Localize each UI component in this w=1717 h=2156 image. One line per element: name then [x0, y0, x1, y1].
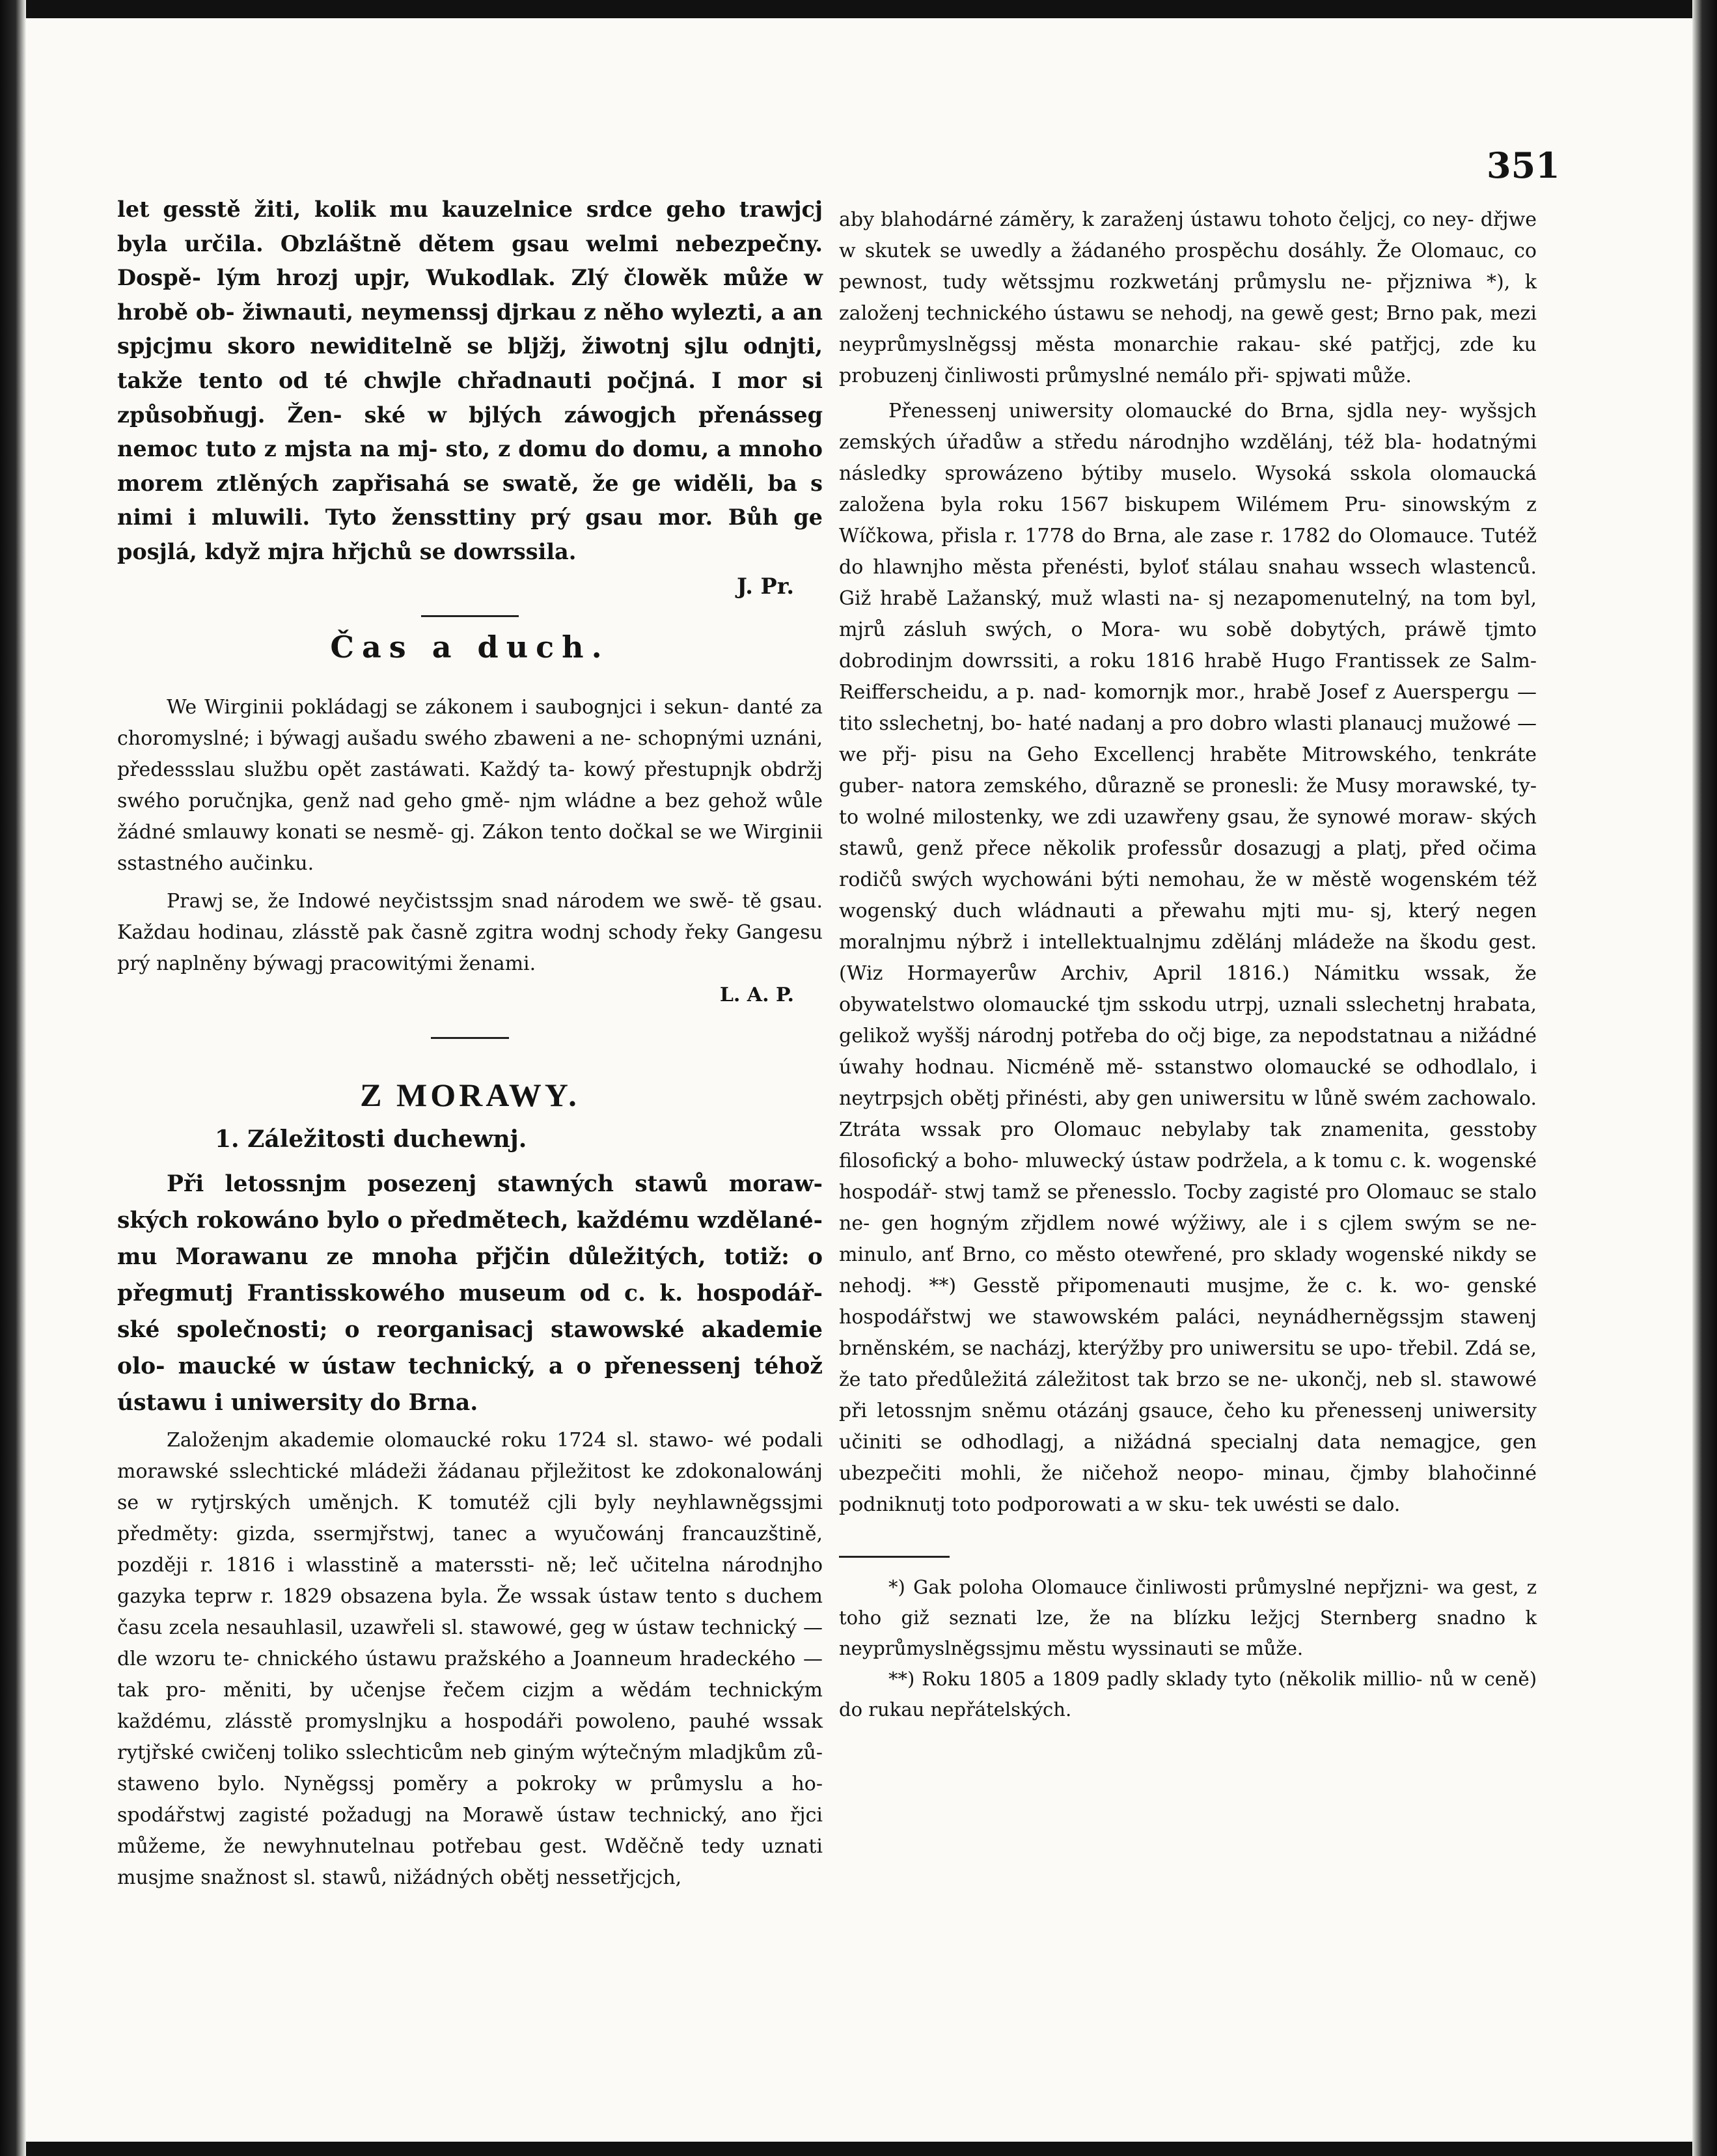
text-line: let gesstě žiti, kolik mu kauzelnice srdce geho trawjcj byla: [117, 197, 823, 256]
article-title: Čas a duch.: [330, 629, 610, 665]
text-line: bige, za nepodstatnau a nižádné úwahy hodnau. Nicméně mě-: [839, 1025, 1537, 1079]
text-line: byly neyhlawněgssjmi předměty: gizda, ssermjřstwj, tanec a: [117, 1491, 823, 1545]
text-line: zdokonalowánj se w rytjrských uměnjch. K tomutéž cjli: [117, 1459, 823, 1514]
text-line: dřjwe w skutek se uwedly a žádaného prospěchu dosáhly. Že: [839, 208, 1537, 262]
text-line: specialnj data nemagjce, gen ubezpečiti mohli, že ničehož neopo-: [839, 1431, 1537, 1485]
text-line: tě gsau. Každau hodinau, zlásstě pak časně zgitra wodnj schody: [117, 889, 823, 944]
text-line: žiwnauti, neymenssj djrkau z něho wylezti, a an spjcjmu: [117, 299, 823, 359]
lead-paragraph: [117, 1166, 823, 1421]
text-line: sinowským z Wíčkowa, přisla r. 1778 do Brna, ale zase r. 1782: [839, 493, 1537, 547]
text-line: stawenj brněnském, se nacházj, kterýžby pro uniwersitu se upo-: [839, 1306, 1537, 1360]
text-line: snadno k neyprůmyslněgssjmu městu wyssinauti se může.: [839, 1607, 1537, 1659]
text-line: sstanstwo olomaucké se odhodlalo, i neytrpsjch obětj přinésti,: [839, 1056, 1537, 1110]
text-line: sj nezapomenutelný, na tom byl, mjrů zásluh swých, o Mora-: [839, 587, 1537, 641]
text-line: njm wládne a bez gehož wůle žádné smlauwy konati se nesmě-: [117, 789, 823, 844]
footnote: [839, 1664, 1537, 1725]
paragraph-ganges: [117, 886, 823, 980]
text-line: ských stawů, genž přece několik professůr dosazugj a platj,: [839, 806, 1537, 860]
text-line: měniti, by učenjse řečem cizjm a wědám technickým každému,: [117, 1678, 823, 1733]
text-line: řeky Gangesu prý naplněny býwagj pracowitými ženami.: [117, 920, 823, 975]
paragraph-university: [839, 396, 1537, 1521]
text-line: to wolné milostenky, we zdi uzawřeny gsau, že synowé moraw-: [839, 806, 1473, 829]
text-line: aby gen uniwersitu w lůně swém zachowalo. Ztráta wssak pro: [839, 1087, 1537, 1141]
text-line: wyučowánj francauzštině, později r. 1816 i wlasstině a materssti-: [117, 1522, 823, 1577]
text-line: prý gsau mor. Bůh ge posjlá, když mjra hřjchů se dowrssila.: [117, 504, 823, 564]
text-line: i uniwersity do Brna.: [214, 1389, 478, 1416]
text-line: před očima rodičů swých wychowáni býti nemohau, že w městě: [839, 837, 1537, 891]
text-line: wé podali morawské sslechtické mládeži žádanau přjležitost ke: [117, 1428, 823, 1483]
text-line: haté nadanj a pro dobro wlasti planaucj mužowé — we přj-: [839, 712, 1537, 766]
text-line: minulo, anť Brno, co město otewřené, pro sklady wogenské: [839, 1243, 1444, 1266]
text-line: zlásstě promyslnjku a hospodáři powoleno, pauhé wssak rytjřské: [117, 1709, 823, 1764]
footnotes: [839, 1572, 1537, 1725]
text-line: nikdy se nehodj. **) Gesstě připomenauti musjme, že c. k. wo-: [839, 1243, 1537, 1297]
text-line: chnického ústawu pražského a Joanneum hradeckého — tak pro-: [117, 1647, 823, 1702]
text-line: tek uwésti se dalo.: [1215, 1493, 1401, 1516]
text-line: Založenjm akademie olomaucké roku 1724 sl. stawo-: [167, 1428, 714, 1452]
text-line: nů w ceně) do rukau nepřátelských.: [839, 1668, 1537, 1721]
text-line: mládeže na škodu gest. (Wiz Hormayerůw Archiv, April 1816.): [839, 931, 1537, 985]
footnote-divider: [839, 1556, 950, 1558]
paragraph-aims: [839, 204, 1537, 392]
text-line: snahau wssech wlastenců. Giž hrabě Lažanský, muž wlasti na-: [839, 556, 1537, 610]
text-line: We Wirginii pokládagj se zákonem i saubognjci i sekun-: [167, 695, 730, 719]
text-line: **) Roku 1805 a 1809 padly sklady tyto (několik millio-: [888, 1668, 1423, 1690]
text-line: lým hrozj upjr, Wukodlak. Zlý člowěk může w hrobě ob-: [117, 265, 823, 325]
text-line: uznati musjme snažnost sl. stawů, nižádných obětj nessetřjcjch,: [117, 1834, 823, 1889]
text-line: aby blahodárné záměry, k zaraženj ústawu tohoto čeljcj, co ney-: [839, 208, 1474, 231]
text-line: Námitku wssak, že obywatelstwo olomaucké tjm sskodu utrpj,: [839, 962, 1537, 1016]
text-line: o přegmutj Frantisskowého museum od c. k. hospodář-: [117, 1243, 823, 1306]
document-page: [26, 18, 1692, 2142]
text-line: genské hospodářstwj we stawowském paláci, neynádherněgssjm: [839, 1275, 1537, 1329]
text-line: třebil. Zdá se, že tato předůležitá záležitost tak brzo se ne-: [839, 1337, 1537, 1391]
text-line: skoro newiditelně se bljžj, žiwotnj sjlu odnjti, takže tento: [117, 333, 823, 393]
paragraph-vampires: [117, 193, 823, 570]
text-line: ské w bjlých záwogjch přenásseg nemoc tuto z mjsta na mj-: [117, 402, 823, 462]
divider: [421, 615, 519, 617]
text-line: gest; Brno pak, mezi neyprůmyslněgssj města monarchie rakau-: [839, 302, 1537, 356]
text-line: Olomauc nebylaby tak znamenita, gesstoby filosofický a boho-: [839, 1118, 1537, 1172]
text-line: wyšsjch zemských úřadůw a středu národnjho wzdělánj, též bla-: [839, 400, 1537, 454]
text-line: Při letossnjm posezenj stawných stawů moraw-: [167, 1170, 823, 1197]
scan-right-edge: [1692, 0, 1717, 2156]
text-line: gj. Zákon tento dočkal se we Wirginii sstastného aučinku.: [117, 820, 823, 875]
text-line: do Olomauce. Tutéž do hlawnjho města přenésti, byloť stálau: [839, 525, 1537, 579]
scan-left-edge: [0, 0, 26, 2156]
signature: J. Pr.: [736, 573, 794, 599]
text-line: wa gest, z toho giž seznati lze, že na blízku ležjcj Sternberg: [839, 1576, 1537, 1629]
text-line: maucké w ústaw technický, a o přenessenj téhož ústawu: [117, 1353, 823, 1416]
text-line: určila. Obzláštně dětem gsau welmi nebezpečny. Dospě-: [117, 230, 823, 291]
text-line: natora zemského, důrazně se pronesli: že Musy morawské, ty-: [911, 775, 1537, 797]
text-line: 1816 hrabě Hugo Frantissek ze Salm-Reifferscheidu, a p. nad-: [839, 650, 1537, 704]
text-line: wogenském též wogenský duch wládnauti a přewahu mjti mu-: [839, 868, 1537, 922]
signature: L. A. P.: [719, 983, 794, 1006]
text-line: spodářstwj zagisté požadugj na Morawě ústaw technický, ano: [117, 1803, 777, 1827]
text-line: wu sobě dobytých, práwě tjmto dobrodinjm dowrssiti, a roku: [839, 618, 1537, 672]
paragraph-virginia: [117, 692, 823, 879]
text-line: se swatě, že ge widěli, ba s nimi i mluwili. Tyto ženssttiny: [117, 470, 823, 531]
footnote: [839, 1572, 1537, 1664]
text-line: spjwati může.: [1275, 365, 1412, 387]
text-line: stwj tamž se přenesslo. Tocby zagisté pro Olomauc se stalo ne-: [839, 1181, 1537, 1235]
section-title: Z MORAWY.: [360, 1076, 580, 1113]
text-line: kowý přestupnjk obdržj swého poručnjka, genž nad geho gmě-: [117, 758, 823, 812]
text-line: hodatnými následky sprowázeno býtiby muselo. Wysoká sskola: [839, 431, 1537, 485]
text-line: danté za choromyslné; i býwagj aušadu swého zbaweni a ne-: [117, 695, 823, 750]
page-number: 351: [1487, 145, 1560, 186]
text-line: uzawřeli sl. stawowé, geg w ústaw technický — dle wzoru te-: [117, 1616, 823, 1670]
text-line: od té chwjle chřadnauti počjná. I mor si způsobňugj. Žen-: [117, 367, 823, 428]
text-line: schopnými uznáni, předessslau službu opět zastáwati. Každý ta-: [117, 726, 823, 781]
text-line: ské společnosti; o reorganisacj stawowské akademie olo-: [117, 1316, 823, 1379]
text-line: uznali sslechetnj hrabata, gelikož wyššj národnj potřeba do očj: [839, 993, 1537, 1047]
text-line: ukončj, neb sl. stawowé při letossnjm sněmu otázánj gsauce,: [839, 1368, 1537, 1422]
text-line: mluwecký ústaw podržela, a k tomu c. k. wogenské hospodář-: [839, 1150, 1537, 1204]
text-line: byla. Že wssak ústaw tento s duchem času zcela nesauhlasil,: [117, 1584, 823, 1639]
text-line: ně; leč učitelna národnjho gazyka teprw r. 1829 obsazena: [117, 1553, 823, 1608]
text-line: Olomauc, co pewnost, tudy wětssjmu rozkwetánj průmyslu ne-: [839, 240, 1537, 294]
text-line: ské patřjcj, zde ku probuzenj činliwosti průmyslné nemálo při-: [839, 333, 1537, 387]
text-line: sj, který negen moralnjmu nýbrž i intellektualnjmu zdělánj: [839, 900, 1537, 954]
text-line: gen hogným zřjdlem nowé wýžiwy, ale i s cjlem swým se ne-: [881, 1212, 1537, 1235]
text-line: staweno bylo. Nyněgssj poměry a pokroky w průmyslu a ho-: [117, 1772, 823, 1795]
section-subheading: 1. Záležitosti duchewnj.: [215, 1126, 527, 1154]
text-line: řjci můžeme, že newyhnutelnau potřebau gest. Wděčně tedy: [117, 1803, 823, 1858]
left-column: [117, 193, 823, 1894]
text-line: ských rokowáno bylo o předmětech, každému wzdělané-: [117, 1207, 823, 1234]
divider: [431, 1037, 509, 1039]
right-column: [839, 204, 1537, 1725]
text-line: *) Gak poloha Olomauce činliwosti průmyslné nepřjzni-: [888, 1576, 1429, 1598]
text-line: mu Morawanu ze mnoha přjčin důležitých, totiž:: [117, 1243, 790, 1270]
text-line: Přenessenj uniwersity olomaucké do Brna, sjdla ney-: [888, 400, 1448, 422]
text-line: cwičenj toliko sslechticům neb giným wýtečným mladjkům zů-: [200, 1741, 823, 1764]
paragraph-academy: [117, 1425, 823, 1894]
text-line: olomaucká založena byla roku 1567 biskupem Wilémem Pru-: [839, 462, 1537, 516]
text-line: komornjk mor., hrabě Josef z Auerspergu — tito sslechetnj, bo-: [839, 681, 1537, 735]
text-line: pisu na Geho Excellencj hraběte Mitrowského, tenkráte guber-: [839, 743, 1537, 797]
text-line: Prawj se, že Indowé neyčistssjm snad národem we swě-: [167, 889, 734, 913]
text-line: čeho ku přenessenj uniwersity učiniti se odhodlagj, a nižádná: [839, 1400, 1537, 1454]
text-line: sto, z domu do domu, a mnoho morem ztlěných zapřisahá: [117, 436, 823, 496]
text-line: přjzniwa *), k založenj technického ústawu se nehodj, na gewě: [839, 271, 1537, 325]
text-line: minau, čjmby blahočinné podniknutj toto podporowati a w sku-: [839, 1462, 1537, 1516]
